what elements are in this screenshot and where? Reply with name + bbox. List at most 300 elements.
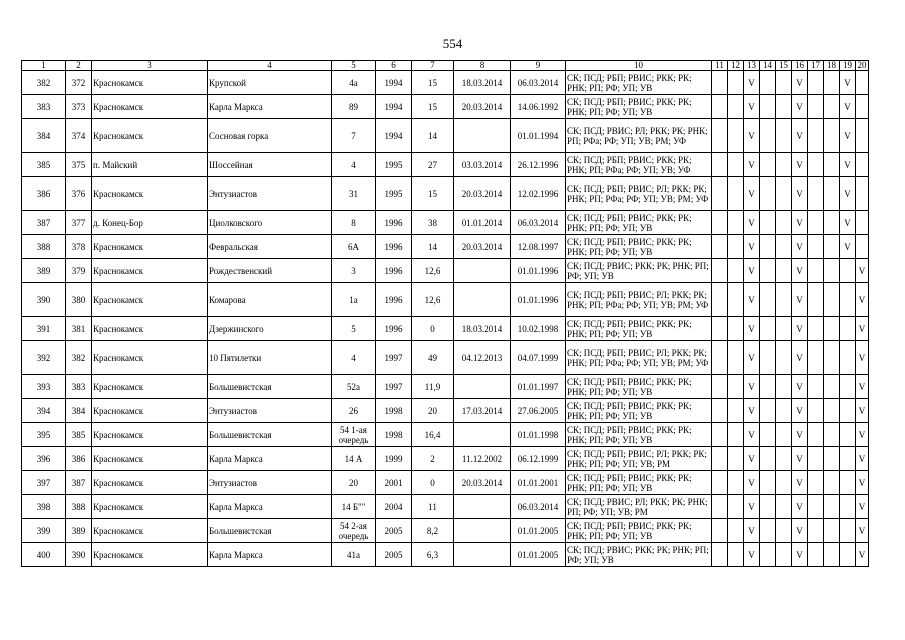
row-number-cell: 399 (22, 519, 66, 543)
services-cell: СК; ПСД; РБП; РВИС; РЛ; РКК; РК; РНК; РП; РФа; РФ; УП; УВ; РМ; УФ (566, 177, 712, 211)
mark-cell (808, 447, 824, 471)
mark-cell (712, 471, 728, 495)
row-number-2-cell: 385 (66, 423, 92, 447)
year-cell: 1998 (376, 423, 412, 447)
column-header: 6 (376, 61, 412, 71)
mark-cell: V (744, 423, 760, 447)
mark-cell (760, 71, 776, 95)
table-row (22, 375, 869, 399)
mark-cell: V (792, 119, 808, 153)
year-cell: 1996 (376, 235, 412, 259)
mark-cell: V (792, 471, 808, 495)
mark-cell (776, 283, 792, 317)
mark-cell (760, 495, 776, 519)
column-header: 19 (840, 61, 856, 71)
mark-cell (760, 95, 776, 119)
row-number-cell: 395 (22, 423, 66, 447)
mark-cell (856, 153, 869, 177)
city-cell: Краснокамск (92, 95, 208, 119)
mark-cell (776, 399, 792, 423)
mark-cell: V (792, 543, 808, 567)
row-number-2-cell: 381 (66, 317, 92, 341)
mark-cell (776, 317, 792, 341)
mark-cell: V (840, 119, 856, 153)
table-row (22, 543, 869, 567)
services-cell: СК; ПСД; РБП; РВИС; РКК; РК; РНК; РП; РФ; УП; УВ (566, 211, 712, 235)
mark-cell (728, 177, 744, 211)
mark-cell (712, 177, 728, 211)
year-cell: 1997 (376, 341, 412, 375)
value-cell: 2 (412, 447, 454, 471)
mark-cell (808, 423, 824, 447)
mark-cell (728, 317, 744, 341)
value-cell: 27 (412, 153, 454, 177)
row-number-cell: 393 (22, 375, 66, 399)
page-number: 554 (442, 36, 463, 51)
street-cell: Большевистская (208, 423, 332, 447)
date-cell: 01.01.1996 (511, 283, 566, 317)
mark-cell (760, 543, 776, 567)
mark-cell (728, 283, 744, 317)
mark-cell (760, 341, 776, 375)
date-cell: 26.12.1996 (511, 153, 566, 177)
mark-cell (824, 341, 840, 375)
mark-cell (824, 283, 840, 317)
mark-cell (760, 471, 776, 495)
date-cell: 10.02.1998 (511, 317, 566, 341)
house-number-cell: 4а (332, 71, 376, 95)
city-cell: Краснокамск (92, 495, 208, 519)
street-cell: Дзержинского (208, 317, 332, 341)
row-number-cell: 389 (22, 259, 66, 283)
date-cell: 01.01.1994 (511, 119, 566, 153)
year-cell: 2001 (376, 471, 412, 495)
mark-cell: V (856, 423, 869, 447)
mark-cell: V (744, 153, 760, 177)
column-header: 13 (744, 61, 760, 71)
mark-cell (760, 283, 776, 317)
value-cell: 14 (412, 119, 454, 153)
date-cell: 06.03.2014 (511, 495, 566, 519)
mark-cell (712, 519, 728, 543)
mark-cell (776, 235, 792, 259)
mark-cell (840, 399, 856, 423)
date-cell: 20.03.2014 (454, 177, 511, 211)
mark-cell: V (792, 153, 808, 177)
mark-cell: V (856, 283, 869, 317)
services-cell: СК; ПСД; РБП; РВИС; РКК; РК; РНК; РП; РФ; УП; УВ (566, 519, 712, 543)
column-header: 18 (824, 61, 840, 71)
street-cell: Февральская (208, 235, 332, 259)
mark-cell (760, 153, 776, 177)
mark-cell: V (792, 259, 808, 283)
year-cell: 1994 (376, 95, 412, 119)
date-cell: 01.01.1997 (511, 375, 566, 399)
house-number-cell: 26 (332, 399, 376, 423)
year-cell: 1994 (376, 119, 412, 153)
year-cell: 1999 (376, 447, 412, 471)
mark-cell (776, 495, 792, 519)
mark-cell (728, 423, 744, 447)
mark-cell (776, 71, 792, 95)
row-number-cell: 397 (22, 471, 66, 495)
column-header: 11 (712, 61, 728, 71)
mark-cell (808, 317, 824, 341)
year-cell: 1996 (376, 283, 412, 317)
mark-cell: V (792, 317, 808, 341)
mark-cell: V (744, 71, 760, 95)
mark-cell (728, 211, 744, 235)
mark-cell (824, 471, 840, 495)
value-cell: 0 (412, 317, 454, 341)
mark-cell: V (744, 95, 760, 119)
mark-cell (760, 259, 776, 283)
mark-cell (840, 375, 856, 399)
date-cell: 01.01.2005 (511, 543, 566, 567)
mark-cell (728, 495, 744, 519)
mark-cell (760, 399, 776, 423)
mark-cell (712, 211, 728, 235)
mark-cell (808, 399, 824, 423)
column-header: 14 (760, 61, 776, 71)
mark-cell (824, 119, 840, 153)
date-cell (454, 119, 511, 153)
services-cell: СК; ПСД; РБП; РВИС; РЛ; РКК; РК; РНК; РП; РФа; РФ; УП; УВ; РМ; УФ (566, 341, 712, 375)
row-number-2-cell: 373 (66, 95, 92, 119)
services-cell: СК; ПСД; РВИС; РКК; РК; РНК; РП; РФ; УП; УВ (566, 543, 712, 567)
row-number-2-cell: 383 (66, 375, 92, 399)
value-cell: 20 (412, 399, 454, 423)
table-row (22, 71, 869, 95)
services-cell: СК; ПСД; РБП; РВИС; РКК; РК; РНК; РП; РФ; УП; УВ (566, 71, 712, 95)
services-cell: СК; ПСД; РБП; РВИС; РЛ; РКК; РК; РНК; РП; РФ; УП; УВ; РМ (566, 447, 712, 471)
date-cell (454, 283, 511, 317)
mark-cell: V (840, 153, 856, 177)
mark-cell (728, 519, 744, 543)
house-number-cell: 3 (332, 259, 376, 283)
mark-cell (760, 447, 776, 471)
date-cell: 04.12.2013 (454, 341, 511, 375)
table-body (22, 71, 869, 567)
mark-cell (712, 341, 728, 375)
mark-cell (776, 177, 792, 211)
mark-cell (760, 211, 776, 235)
mark-cell (840, 423, 856, 447)
date-cell: 11.12.2002 (454, 447, 511, 471)
city-cell: Краснокамск (92, 283, 208, 317)
mark-cell (840, 341, 856, 375)
row-number-2-cell: 379 (66, 259, 92, 283)
city-cell: Краснокамск (92, 423, 208, 447)
mark-cell (824, 423, 840, 447)
row-number-2-cell: 377 (66, 211, 92, 235)
mark-cell (776, 211, 792, 235)
mark-cell (808, 519, 824, 543)
house-number-cell: 4 (332, 341, 376, 375)
date-cell: 06.03.2014 (511, 71, 566, 95)
date-cell: 01.01.1996 (511, 259, 566, 283)
mark-cell: V (744, 375, 760, 399)
mark-cell (712, 259, 728, 283)
mark-cell (808, 235, 824, 259)
mark-cell (808, 119, 824, 153)
mark-cell (776, 543, 792, 567)
city-cell: Краснокамск (92, 259, 208, 283)
date-cell: 01.01.2005 (511, 519, 566, 543)
mark-cell (728, 471, 744, 495)
street-cell: Комарова (208, 283, 332, 317)
date-cell: 01.01.1998 (511, 423, 566, 447)
house-number-cell: 14 А (332, 447, 376, 471)
mark-cell (856, 235, 869, 259)
street-cell: Шоссейная (208, 153, 332, 177)
mark-cell (728, 119, 744, 153)
value-cell: 12,6 (412, 259, 454, 283)
services-cell: СК; ПСД; РБП; РВИС; РКК; РК; РНК; РП; РФ; УП; УВ (566, 375, 712, 399)
mark-cell (840, 447, 856, 471)
row-number-cell: 385 (22, 153, 66, 177)
city-cell: Краснокамск (92, 71, 208, 95)
mark-cell: V (856, 399, 869, 423)
date-cell: 12.02.1996 (511, 177, 566, 211)
table-row (22, 283, 869, 317)
mark-cell: V (744, 543, 760, 567)
mark-cell (712, 317, 728, 341)
street-cell: Карла Маркса (208, 495, 332, 519)
mark-cell (728, 71, 744, 95)
mark-cell: V (792, 177, 808, 211)
year-cell: 2004 (376, 495, 412, 519)
house-number-cell: 8 (332, 211, 376, 235)
mark-cell: V (856, 317, 869, 341)
column-header: 9 (511, 61, 566, 71)
city-cell: Краснокамск (92, 399, 208, 423)
services-cell: СК; ПСД; РБП; РВИС; РКК; РК; РНК; РП; РФ; УП; УВ (566, 235, 712, 259)
mark-cell (840, 283, 856, 317)
mark-cell: V (744, 177, 760, 211)
city-cell: Краснокамск (92, 341, 208, 375)
mark-cell (840, 543, 856, 567)
row-number-2-cell: 390 (66, 543, 92, 567)
column-header: 1 (22, 61, 66, 71)
mark-cell: V (792, 71, 808, 95)
mark-cell: V (840, 235, 856, 259)
street-cell: Большевистская (208, 519, 332, 543)
value-cell: 38 (412, 211, 454, 235)
mark-cell (712, 153, 728, 177)
city-cell: Краснокамск (92, 317, 208, 341)
mark-cell (712, 495, 728, 519)
mark-cell: V (792, 375, 808, 399)
mark-cell (728, 399, 744, 423)
house-number-cell: 52а (332, 375, 376, 399)
row-number-2-cell: 387 (66, 471, 92, 495)
year-cell: 1994 (376, 71, 412, 95)
row-number-2-cell: 380 (66, 283, 92, 317)
mark-cell (776, 423, 792, 447)
row-number-cell: 387 (22, 211, 66, 235)
row-number-cell: 396 (22, 447, 66, 471)
mark-cell: V (744, 519, 760, 543)
value-cell: 15 (412, 71, 454, 95)
street-cell: Карла Маркса (208, 447, 332, 471)
street-cell: 10 Пятилетки (208, 341, 332, 375)
mark-cell (856, 119, 869, 153)
mark-cell (712, 375, 728, 399)
mark-cell (824, 177, 840, 211)
mark-cell: V (792, 211, 808, 235)
street-cell: Крупской (208, 71, 332, 95)
house-number-cell: 89 (332, 95, 376, 119)
column-header: 17 (808, 61, 824, 71)
mark-cell (776, 471, 792, 495)
mark-cell (808, 341, 824, 375)
table-row (22, 471, 869, 495)
registry-table (21, 60, 869, 567)
mark-cell (728, 95, 744, 119)
mark-cell: V (744, 447, 760, 471)
table-row (22, 95, 869, 119)
street-cell: Энтузиастов (208, 471, 332, 495)
mark-cell: V (840, 211, 856, 235)
services-cell: СК; ПСД; РБП; РВИС; РЛ; РКК; РК; РНК; РП; РФа; РФ; УП; УВ; РМ; УФ (566, 283, 712, 317)
row-number-2-cell: 375 (66, 153, 92, 177)
mark-cell (808, 153, 824, 177)
table-row (22, 495, 869, 519)
mark-cell (824, 317, 840, 341)
mark-cell (808, 211, 824, 235)
mark-cell (824, 375, 840, 399)
mark-cell: V (792, 235, 808, 259)
house-number-cell: 6А (332, 235, 376, 259)
mark-cell (760, 519, 776, 543)
column-header: 16 (792, 61, 808, 71)
street-cell: Циолковского (208, 211, 332, 235)
mark-cell: V (744, 317, 760, 341)
column-header: 7 (412, 61, 454, 71)
mark-cell (808, 177, 824, 211)
mark-cell (760, 375, 776, 399)
mark-cell: V (856, 543, 869, 567)
street-cell: Большевистская (208, 375, 332, 399)
services-cell: СК; ПСД; РБП; РВИС; РКК; РК; РНК; РП; РФ; УП; УВ (566, 423, 712, 447)
value-cell: 15 (412, 95, 454, 119)
house-number-cell: 4 (332, 153, 376, 177)
mark-cell: V (792, 423, 808, 447)
mark-cell (728, 153, 744, 177)
mark-cell: V (744, 399, 760, 423)
mark-cell: V (744, 471, 760, 495)
date-cell (454, 259, 511, 283)
year-cell: 1995 (376, 153, 412, 177)
mark-cell: V (792, 495, 808, 519)
mark-cell: V (792, 399, 808, 423)
mark-cell: V (792, 519, 808, 543)
mark-cell (776, 95, 792, 119)
year-cell: 1997 (376, 375, 412, 399)
mark-cell (808, 495, 824, 519)
mark-cell (776, 341, 792, 375)
row-number-2-cell: 374 (66, 119, 92, 153)
mark-cell: V (744, 235, 760, 259)
date-cell: 20.03.2014 (454, 471, 511, 495)
mark-cell (808, 259, 824, 283)
mark-cell (712, 235, 728, 259)
mark-cell (824, 399, 840, 423)
row-number-2-cell: 372 (66, 71, 92, 95)
column-header: 5 (332, 61, 376, 71)
mark-cell: V (856, 447, 869, 471)
mark-cell (808, 283, 824, 317)
house-number-cell: 20 (332, 471, 376, 495)
year-cell: 1998 (376, 399, 412, 423)
column-header: 2 (66, 61, 92, 71)
mark-cell: V (856, 259, 869, 283)
mark-cell: V (744, 119, 760, 153)
value-cell: 11,9 (412, 375, 454, 399)
house-number-cell: 54 1-ая очередь (332, 423, 376, 447)
row-number-cell: 382 (22, 71, 66, 95)
table-row (22, 399, 869, 423)
table-row (22, 317, 869, 341)
row-number-2-cell: 378 (66, 235, 92, 259)
column-header: 8 (454, 61, 511, 71)
mark-cell: V (856, 471, 869, 495)
city-cell: Краснокамск (92, 543, 208, 567)
mark-cell (760, 423, 776, 447)
mark-cell (824, 543, 840, 567)
column-header: 12 (728, 61, 744, 71)
house-number-cell: 54 2-ая очередь (332, 519, 376, 543)
table-row (22, 119, 869, 153)
mark-cell (712, 423, 728, 447)
value-cell: 14 (412, 235, 454, 259)
value-cell: 11 (412, 495, 454, 519)
table-row (22, 177, 869, 211)
mark-cell (712, 283, 728, 317)
date-cell: 12.08.1997 (511, 235, 566, 259)
house-number-cell: 31 (332, 177, 376, 211)
mark-cell: V (792, 95, 808, 119)
services-cell: СК; ПСД; РБП; РВИС; РКК; РК; РНК; РП; РФ; УП; УВ (566, 317, 712, 341)
value-cell: 0 (412, 471, 454, 495)
mark-cell (840, 495, 856, 519)
city-cell: д. Конец-Бор (92, 211, 208, 235)
mark-cell (824, 95, 840, 119)
date-cell: 06.12.1999 (511, 447, 566, 471)
mark-cell (776, 447, 792, 471)
mark-cell (824, 519, 840, 543)
services-cell: СК; ПСД; РВИС; РЛ; РКК; РК; РНК; РП; РФ; УП; УВ; РМ (566, 495, 712, 519)
mark-cell: V (744, 495, 760, 519)
mark-cell (824, 71, 840, 95)
city-cell: Краснокамск (92, 519, 208, 543)
city-cell: Краснокамск (92, 177, 208, 211)
column-header: 4 (208, 61, 332, 71)
year-cell: 2005 (376, 519, 412, 543)
mark-cell (776, 519, 792, 543)
year-cell: 1996 (376, 259, 412, 283)
mark-cell (760, 235, 776, 259)
house-number-cell: 5 (332, 317, 376, 341)
date-cell: 06.03.2014 (511, 211, 566, 235)
mark-cell (840, 519, 856, 543)
mark-cell: V (840, 71, 856, 95)
table-row (22, 519, 869, 543)
mark-cell: V (840, 177, 856, 211)
mark-cell (712, 95, 728, 119)
services-cell: СК; ПСД; РБП; РВИС; РКК; РК; РНК; РП; РФ; УП; УВ (566, 471, 712, 495)
